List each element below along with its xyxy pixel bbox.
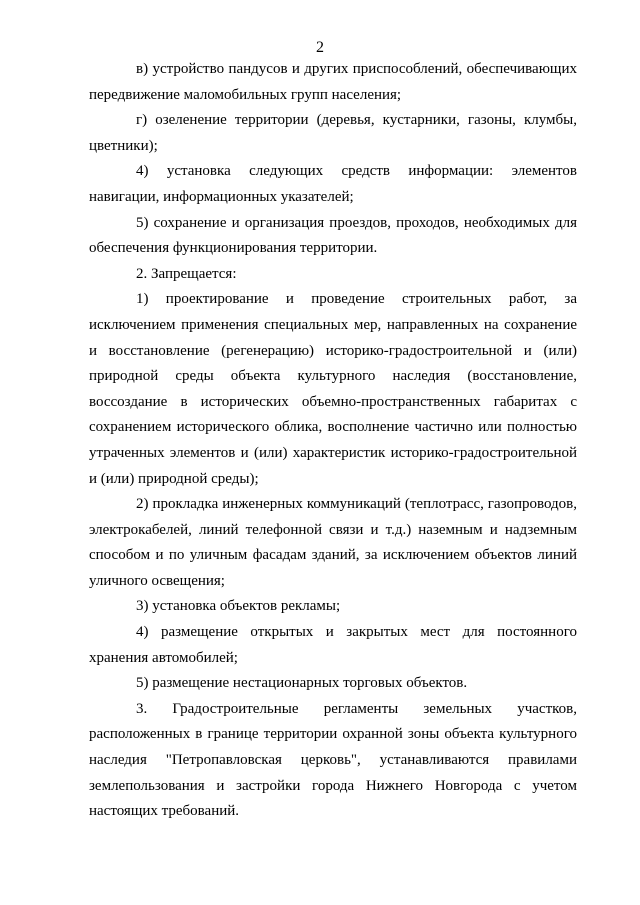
- paragraph-information-means: 4) установка следующих средств информации: элементов навигации, информационных указателей;: [89, 163, 577, 205]
- paragraph-advertising: 3) установка объектов рекламы;: [136, 598, 341, 615]
- page-number: 2: [316, 39, 324, 56]
- paragraph-regulations: 3. Градостроительные регламенты земельных участков, расположенных в границе территории охранной зоны объекта культурного наследия "Петропавловская церковь", устанавливаются правилами землепользования и застройки города Нижнего Новгорода с учетом настоящих требований.: [89, 700, 577, 820]
- paragraph-driveways: 5) сохранение и организация проездов, проходов, необходимых для обеспечения функционирования территории.: [89, 214, 577, 257]
- paragraph-prohibited-heading: 2. Запрещается:: [136, 265, 237, 282]
- document-body: [89, 57, 577, 825]
- paragraph-construction: 1) проектирование и проведение строительных работ, за исключением применения специальных мер, направленных на сохранение и восстановление (регенерацию) историко-градостроительной и (или) природной среды объекта культурного наследия (восстановление, воссоздание в исторических объемно-пространственных габаритах с сохранением исторического облика, восполнение частично или полностью утраченных элементов и (или) характеристик историко-градостроительной и (или) природной среды);: [89, 291, 577, 487]
- paragraph-utilities: 2) прокладка инженерных коммуникаций (теплотрасс, газопроводов, электрокабелей, линий телефонной связи и т.д.) наземным и надземным способом и по уличным фасадам зданий, за исключением объектов линий уличного освещения;: [89, 496, 577, 589]
- paragraph-ramps: в) устройство пандусов и других приспособлений, обеспечивающих передвижение маломобильных групп населения;: [89, 61, 577, 103]
- paragraph-kiosks: 5) размещение нестационарных торговых объектов.: [136, 675, 468, 692]
- paragraph-parking: 4) размещение открытых и закрытых мест для постоянного хранения автомобилей;: [89, 624, 577, 666]
- paragraph-greening: г) озеленение территории (деревья, кустарники, газоны, клумбы, цветники);: [89, 112, 577, 154]
